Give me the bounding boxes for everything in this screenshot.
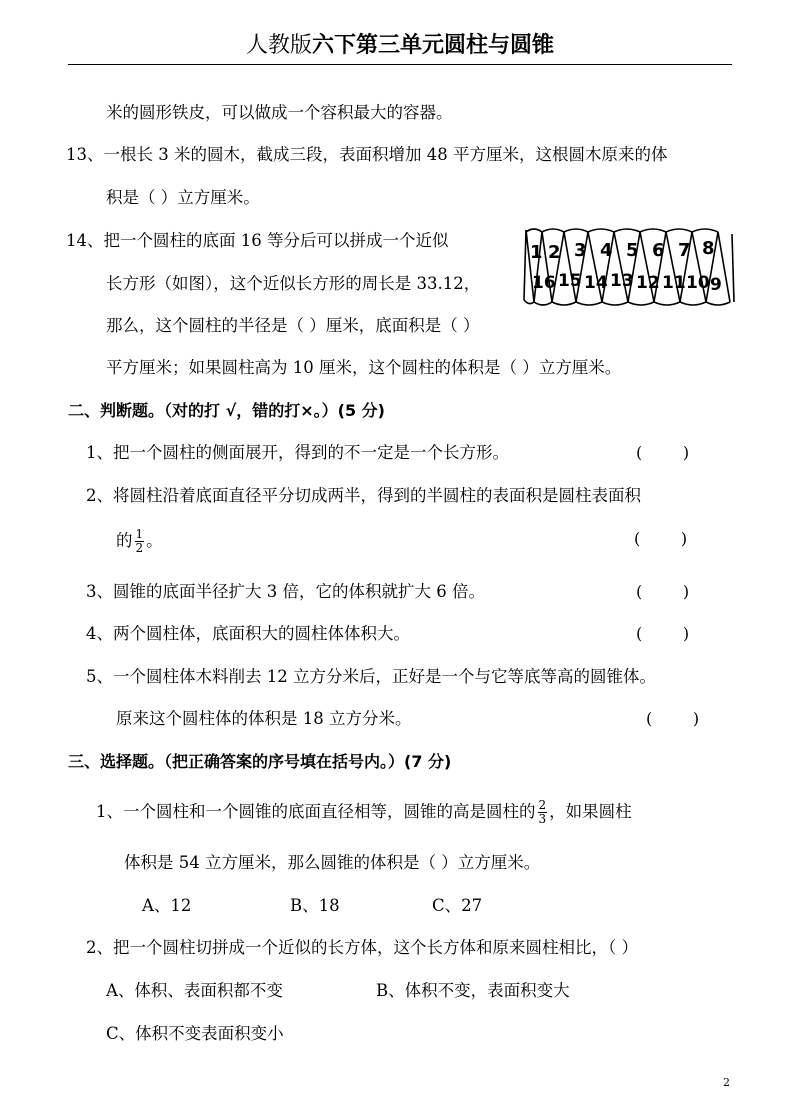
sector-label: 11 (662, 273, 686, 293)
header-title-lead: 人教版 (245, 33, 312, 58)
s3-q1-option-b[interactable]: B、18 (290, 896, 340, 915)
sector-label: 1 (530, 242, 543, 263)
sector-label: 7 (678, 240, 691, 261)
s2-item5-text: 5、一个圆柱体木料削去 12 立方分米后，正好是一个与它等底等高的圆锥体。 (86, 667, 656, 686)
sector-label: 13 (610, 271, 634, 291)
header-rule (68, 64, 732, 65)
sector-label: 8 (702, 238, 715, 259)
s2-item3-answer-paren[interactable]: ( ) (636, 582, 690, 601)
sector-label: 2 (548, 242, 561, 263)
sector-label: 6 (652, 240, 665, 261)
sector-rectangle-figure (522, 228, 736, 308)
s3-q1-line1-post: ，如果圆柱 (549, 802, 632, 821)
sector-top-labels (530, 238, 715, 263)
s2-item5-text-cont: 原来这个圆柱体的体积是 18 立方分米。 (116, 709, 412, 728)
s3-q1-option-a[interactable]: A、12 (142, 896, 192, 915)
s2-item1-answer-paren[interactable]: ( ) (636, 443, 690, 462)
frac-numerator: 2 (538, 798, 547, 812)
sector-label: 3 (574, 240, 587, 261)
s3-q2-option-b[interactable]: B、体积不变，表面积变大 (376, 981, 570, 1000)
frac-denominator: 2 (135, 541, 144, 555)
sector-label: 12 (636, 273, 660, 293)
q14-line2: 长方形（如图），这个近似长方形的周长是 33.12， (106, 274, 481, 293)
sector-label: 14 (584, 273, 608, 293)
s3-q2-option-c[interactable]: C、体积不变表面积变小 (106, 1024, 284, 1043)
q13-line1: 13、一根长 3 米的圆木，截成三段，表面积增加 48 平方厘米，这根圆木原来的体 (66, 145, 668, 164)
s2-item2-pre: 的 (116, 531, 133, 550)
s3-q2-option-a[interactable]: A、体积、表面积都不变 (106, 981, 283, 1000)
s2-item2-text-cont (116, 528, 163, 555)
s2-item3-text: 3、圆锥的底面半径扩大 3 倍，它的体积就扩大 6 倍。 (86, 582, 485, 601)
header-title-rest: 六下第三单元圆柱与圆锥 (312, 32, 555, 58)
sector-label: 10 (686, 273, 710, 293)
q14-line3: 那么，这个圆柱的半径是（ ）厘米，底面积是（ ） (106, 316, 480, 335)
frac-numerator: 1 (135, 527, 144, 541)
q12-continuation: 米的圆形铁皮，可以做成一个容积最大的容器。 (106, 103, 453, 122)
sector-label: 16 (532, 273, 556, 293)
q14-line1: 14、把一个圆柱的底面 16 等分后可以拼成一个近似 (66, 231, 449, 250)
s2-item2-answer-paren[interactable]: ( ) (634, 529, 688, 548)
section2-heading: 二、判断题。（对的打 √，错的打×。）(5 分) (68, 401, 385, 420)
s2-item5-answer-paren[interactable]: ( ) (646, 709, 700, 728)
s2-item2-text: 2、将圆柱沿着底面直径平分切成两半，得到的半圆柱的表面积是圆柱表面积 (86, 486, 641, 505)
q14-line4: 平方厘米；如果圆柱高为 10 厘米，这个圆柱的体积是（ ）立方厘米。 (106, 358, 622, 377)
s2-item4-text: 4、两个圆柱体，底面积大的圆柱体体积大。 (86, 624, 410, 643)
s3-q1-line1-pre: 1、一个圆柱和一个圆锥的底面直径相等，圆锥的高是圆柱的 (96, 802, 536, 821)
s3-q1-line2: 体积是 54 立方厘米，那么圆锥的体积是（ ）立方厘米。 (124, 853, 541, 872)
sector-bottom-labels (532, 271, 722, 295)
page-number: 2 (723, 1076, 730, 1089)
fraction-one-half (135, 528, 145, 555)
sector-label: 9 (710, 275, 722, 295)
s3-q1-line1 (96, 799, 632, 826)
s2-item2-post: 。 (146, 531, 163, 550)
sector-label: 5 (626, 240, 639, 261)
fraction-two-thirds (538, 799, 548, 826)
page-header-title (68, 28, 732, 59)
frac-denominator: 3 (538, 812, 547, 826)
s3-q2-line1: 2、把一个圆柱切拼成一个近似的长方体，这个长方体和原来圆柱相比，（ ） (86, 938, 638, 957)
sector-label: 15 (558, 271, 582, 291)
s2-item4-answer-paren[interactable]: ( ) (636, 624, 690, 643)
section3-heading: 三、选择题。（把正确答案的序号填在括号内。）(7 分) (68, 752, 452, 771)
sector-label: 4 (600, 240, 613, 261)
s3-q1-option-c[interactable]: C、27 (432, 896, 483, 915)
s2-item1-text: 1、把一个圆柱的侧面展开，得到的不一定是一个长方形。 (86, 443, 509, 462)
q13-line2: 积是（ ）立方厘米。 (106, 188, 260, 207)
